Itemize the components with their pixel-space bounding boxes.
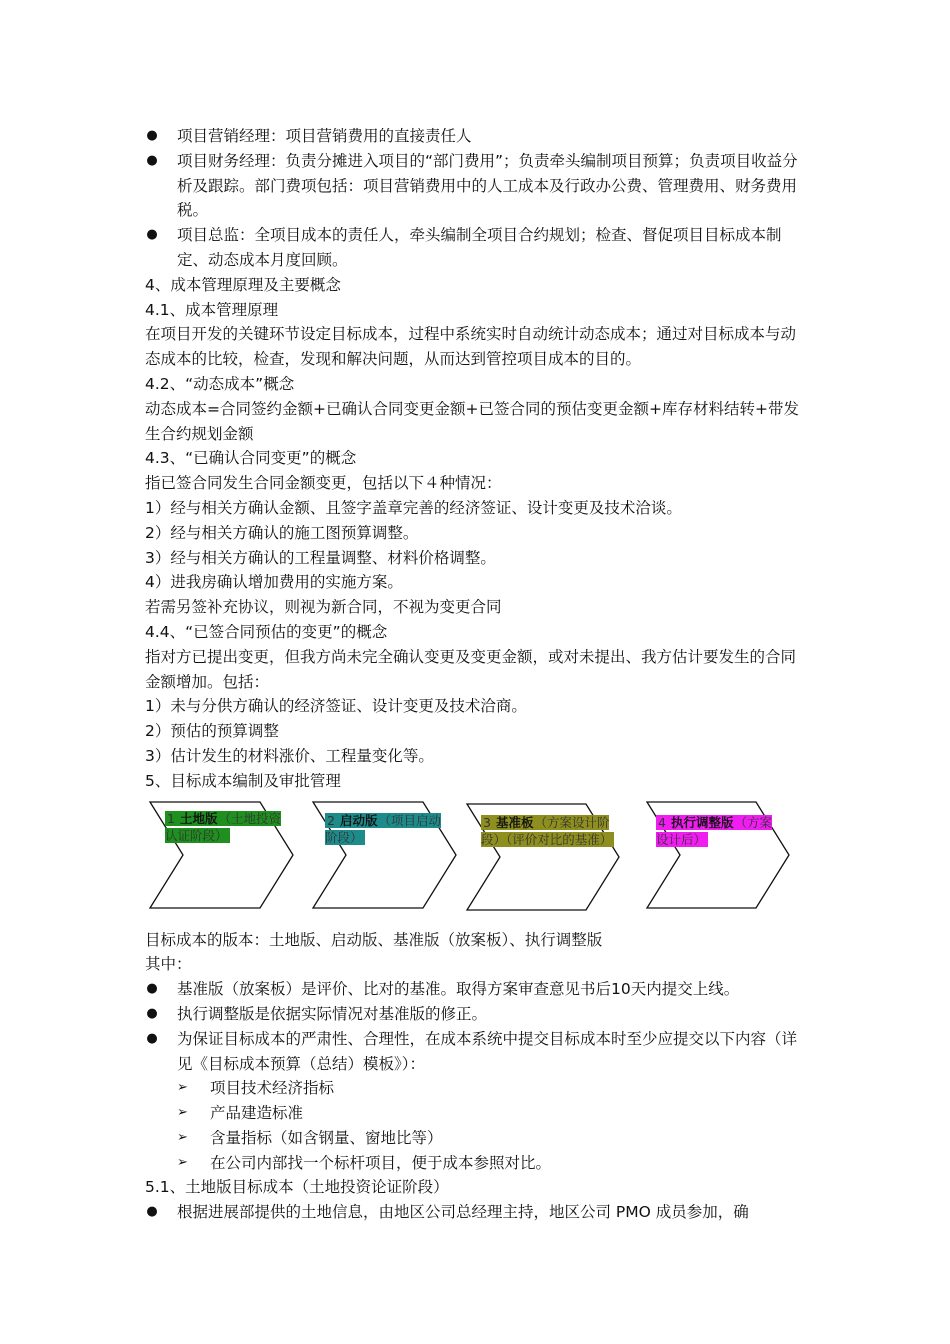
list-item: ● 项目财务经理：负责分摊进入项目的“部门费用”；负责牵头编制项目预算；负责项目收益分析及跟踪。部门费项包括：项目营销费用中的人工成本及行政办公费、管理费用、财务费用税。	[145, 149, 810, 223]
subsection-heading: 5.1、土地版目标成本（土地投资论证阶段）	[145, 1178, 449, 1197]
subsection-heading: 4.2、“动态成本”概念	[145, 374, 295, 393]
subsection-heading: 4.3、“已确认合同变更”的概念	[145, 449, 357, 468]
sub-list-item: ➢ 在公司内部找一个标杆项目，便于成本参照对比。	[145, 1151, 810, 1176]
document-page	[145, 124, 810, 1225]
list-item: ● 项目总监：全项目成本的责任人，牵头编制全项目合约规划；检查、督促项目目标成本制定、动态成本月度回顾。	[145, 223, 810, 273]
list-item: 1）未与分供方确认的经济签证、设计变更及技术洽商。	[145, 697, 527, 716]
subsection-heading: 4.1、成本管理原理	[145, 300, 279, 319]
list-item: 3）估计发生的材料涨价、工程量变化等。	[145, 746, 434, 765]
stage-label-baseline: 3 基准板（方案设计阶段）（评价对比的基准）	[481, 814, 613, 847]
paragraph: 其中：	[145, 955, 192, 974]
paragraph: 指对方已提出变更，但我方尚未完全确认变更及变更金额，或对未提出、我方估计要发生的合同金额增加。包括：	[145, 647, 797, 691]
list-item: 4）进我房确认增加费用的实施方案。	[145, 573, 403, 592]
list-item: 3）经与相关方确认的工程量调整、材料价格调整。	[145, 548, 496, 567]
paragraph: 若需另签补充协议，则视为新合同，不视为变更合同	[145, 598, 502, 617]
paragraph: 动态成本=合同签约金额+已确认合同变更金额+已签合同的预估变更金额+库存材料结转+带发生合约规划金额	[145, 399, 799, 443]
arrow-bullet-icon: ➢	[177, 1105, 188, 1121]
sub-list-item: ➢ 产品建造标准	[145, 1101, 810, 1126]
list-item: ● 执行调整版是依据实际情况对基准版的修正。	[145, 1002, 810, 1027]
bullet-icon: ●	[146, 1030, 158, 1046]
paragraph: 指已签合同发生合同金额变更，包括以下４种情况：	[145, 474, 502, 493]
arrow-bullet-icon: ➢	[177, 1154, 188, 1170]
section-heading: 4、成本管理原理及主要概念	[145, 275, 341, 294]
arrow-bullet-icon: ➢	[177, 1080, 188, 1096]
sub-list-item: ➢ 项目技术经济指标	[145, 1076, 810, 1101]
list-item: 2）预估的预算调整	[145, 722, 279, 741]
paragraph: 目标成本的版本：土地版、启动版、基准版（放案板）、执行调整版	[145, 930, 603, 949]
list-item: ● 根据进展部提供的土地信息，由地区公司总经理主持，地区公司 PMO 成员参加，确	[145, 1200, 810, 1225]
bullet-icon: ●	[146, 152, 158, 168]
subsection-heading: 4.4、“已签合同预估的变更”的概念	[145, 622, 388, 641]
bullet-icon: ●	[146, 981, 158, 997]
bullet-icon: ●	[146, 128, 158, 143]
section-heading: 5、目标成本编制及审批管理	[145, 771, 341, 790]
list-item: 2）经与相关方确认的施工图预算调整。	[145, 523, 419, 542]
sub-list-item: ➢ 含量指标（如含钢量、窗地比等）	[145, 1126, 810, 1151]
bullet-icon: ●	[146, 227, 158, 243]
stage-label-adjust: 4 执行调整版（方案设计后）	[656, 814, 772, 847]
list-item: ● 为保证目标成本的严肃性、合理性，在成本系统中提交目标成本时至少应提交以下内容（详见《目标成本预算（总结）模板》）：	[145, 1027, 810, 1077]
stage-label-launch: 2 启动版（项目启动阶段）	[325, 812, 441, 845]
list-item: ● 项目营销经理：项目营销费用的直接责任人	[145, 124, 810, 149]
stage-label-land: 1 土地版（土地投资认证阶段）	[165, 810, 281, 843]
version-flow-diagram	[145, 794, 810, 928]
list-item: 1）经与相关方确认金额、且签字盖章完善的经济签证、设计变更及技术洽谈。	[145, 498, 682, 517]
list-item: ● 基准版（放案板）是评价、比对的基准。取得方案审查意见书后10天内提交上线。	[145, 977, 810, 1002]
arrow-bullet-icon: ➢	[177, 1129, 188, 1145]
bullet-icon: ●	[146, 1005, 158, 1021]
bullet-icon: ●	[146, 1204, 158, 1220]
paragraph: 在项目开发的关键环节设定目标成本，过程中系统实时自动统计动态成本；通过对目标成本与动态成本的比较，检查，发现和解决问题，从而达到管控项目成本的目的。	[145, 325, 797, 369]
